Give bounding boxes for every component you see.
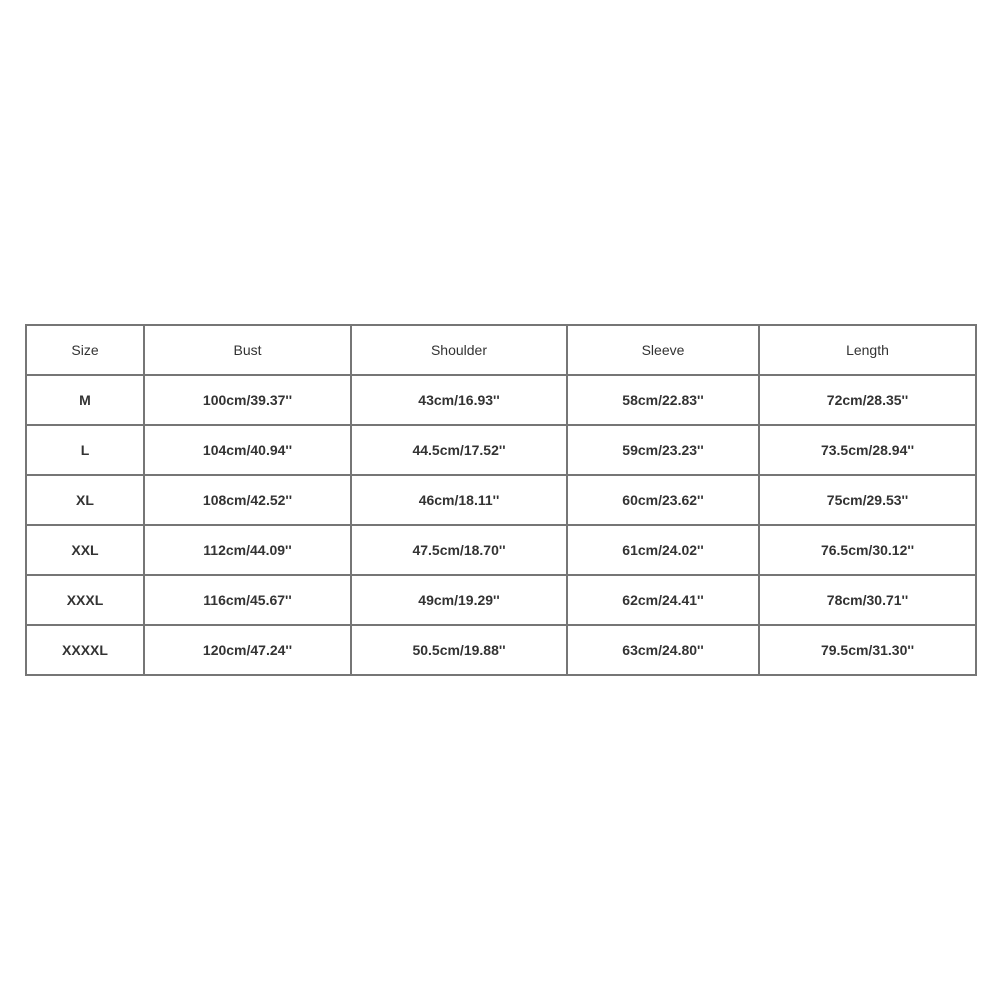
cell-shoulder: 44.5cm/17.52'': [351, 425, 567, 475]
table-row: [26, 625, 976, 675]
table-row: [26, 525, 976, 575]
cell-length: 73.5cm/28.94'': [759, 425, 976, 475]
cell-sleeve: 63cm/24.80'': [567, 625, 759, 675]
cell-bust: 120cm/47.24'': [144, 625, 351, 675]
cell-length: 72cm/28.35'': [759, 375, 976, 425]
cell-sleeve: 62cm/24.41'': [567, 575, 759, 625]
header-length: Length: [759, 325, 976, 375]
cell-bust: 116cm/45.67'': [144, 575, 351, 625]
cell-length: 78cm/30.71'': [759, 575, 976, 625]
cell-length: 76.5cm/30.12'': [759, 525, 976, 575]
table-row: [26, 475, 976, 525]
cell-bust: 100cm/39.37'': [144, 375, 351, 425]
size-chart-table: [25, 324, 977, 676]
table-header-row: [26, 325, 976, 375]
header-shoulder: Shoulder: [351, 325, 567, 375]
cell-length: 75cm/29.53'': [759, 475, 976, 525]
cell-shoulder: 49cm/19.29'': [351, 575, 567, 625]
cell-size: M: [26, 375, 144, 425]
cell-sleeve: 61cm/24.02'': [567, 525, 759, 575]
cell-size: XXXXL: [26, 625, 144, 675]
header-bust: Bust: [144, 325, 351, 375]
cell-sleeve: 59cm/23.23'': [567, 425, 759, 475]
header-sleeve: Sleeve: [567, 325, 759, 375]
cell-size: L: [26, 425, 144, 475]
cell-size: XXL: [26, 525, 144, 575]
table-row: [26, 425, 976, 475]
cell-bust: 108cm/42.52'': [144, 475, 351, 525]
cell-size: XL: [26, 475, 144, 525]
cell-length: 79.5cm/31.30'': [759, 625, 976, 675]
cell-shoulder: 50.5cm/19.88'': [351, 625, 567, 675]
cell-bust: 104cm/40.94'': [144, 425, 351, 475]
cell-shoulder: 43cm/16.93'': [351, 375, 567, 425]
cell-shoulder: 47.5cm/18.70'': [351, 525, 567, 575]
cell-sleeve: 58cm/22.83'': [567, 375, 759, 425]
cell-bust: 112cm/44.09'': [144, 525, 351, 575]
table-row: [26, 375, 976, 425]
header-size: Size: [26, 325, 144, 375]
table-row: [26, 575, 976, 625]
cell-shoulder: 46cm/18.11'': [351, 475, 567, 525]
cell-sleeve: 60cm/23.62'': [567, 475, 759, 525]
cell-size: XXXL: [26, 575, 144, 625]
